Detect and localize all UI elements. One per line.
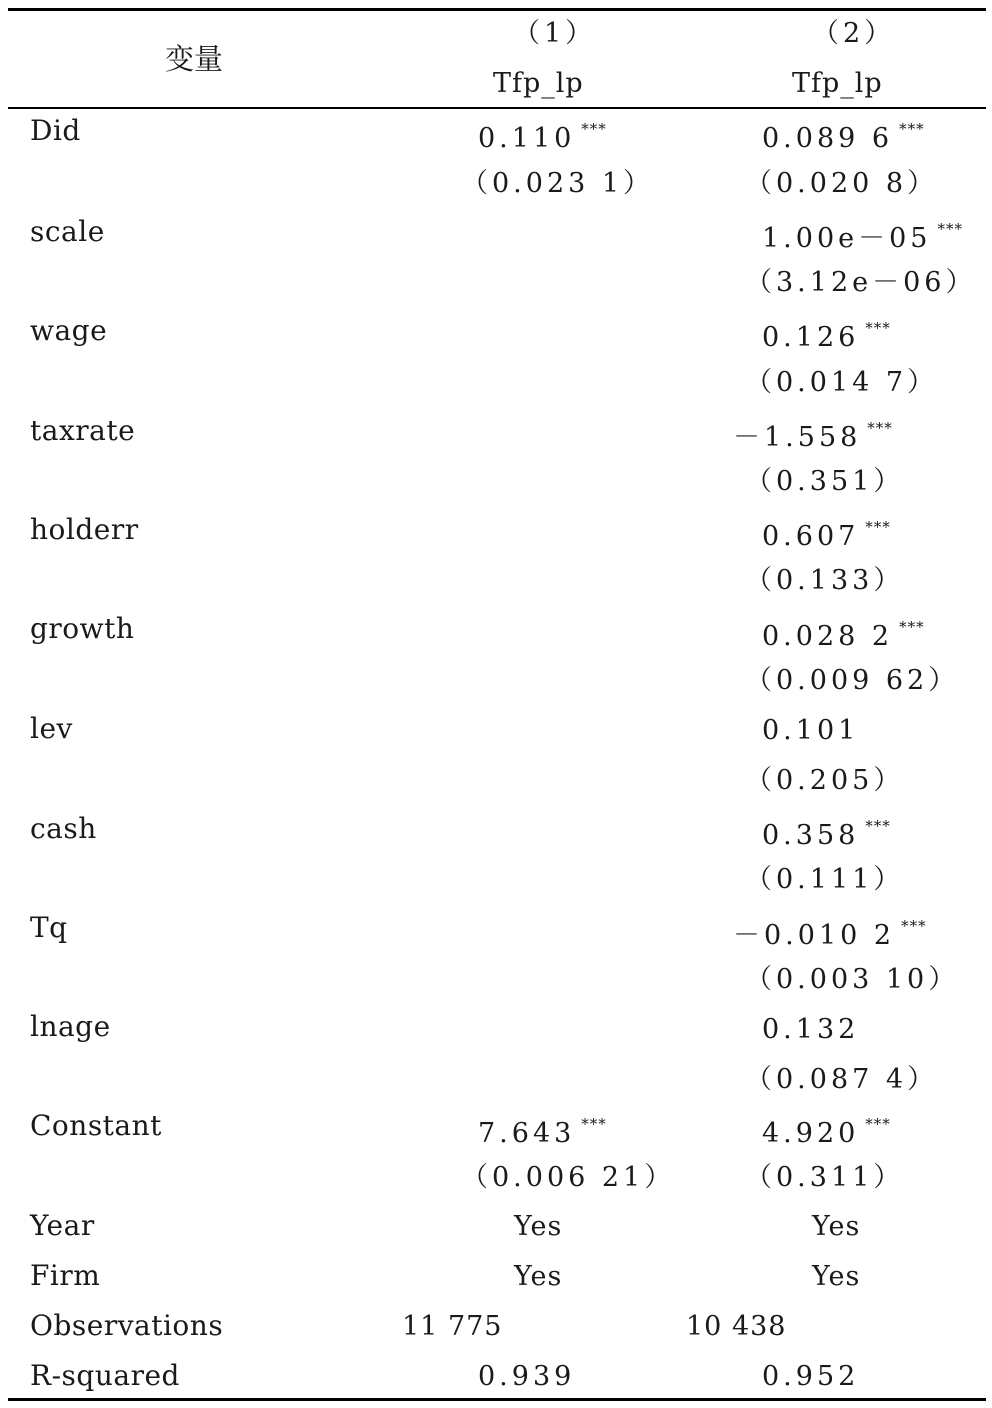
scale-col2-coef: 1.00e－05 *** [762, 220, 963, 254]
significance-stars: *** [867, 419, 893, 437]
cash-col2-coef: 0.358 *** [762, 817, 891, 851]
row-label-wage: wage [30, 314, 108, 347]
column-2-number: （2） [812, 18, 896, 49]
r-squared-col1-value: 0.939 [478, 1361, 576, 1392]
row-label-tq: Tq [30, 911, 68, 944]
tq-col2-coef: －0.010 2 *** [733, 917, 927, 951]
significance-stars: *** [865, 817, 891, 835]
lnage-col2-se: （0.087 4） [745, 1064, 939, 1095]
significance-stars: *** [901, 917, 927, 935]
significance-stars: *** [899, 120, 925, 138]
growth-col2-coef: 0.028 2 *** [762, 618, 925, 652]
column-1-dependent-variable: Tfp_lp [493, 68, 584, 99]
tq-col2-se: （0.003 10） [745, 964, 960, 995]
scale-col2-se: （3.12e－06） [745, 267, 977, 298]
row-label-growth: growth [30, 612, 135, 645]
variable-column-header: 变量 [165, 42, 224, 76]
row-label-year: Year [30, 1209, 95, 1242]
wage-col2-coef: 0.126 *** [762, 319, 891, 353]
significance-stars: *** [581, 1115, 607, 1133]
observations-col1-value: 11 775 [402, 1311, 503, 1342]
taxrate-col2-coef: －1.558 *** [733, 419, 893, 453]
row-label-constant: Constant [30, 1109, 162, 1142]
row-label-scale: scale [30, 215, 105, 248]
row-label-cash: cash [30, 812, 97, 845]
growth-col2-se: （0.009 62） [745, 665, 960, 696]
row-label-observations: Observations [30, 1309, 224, 1342]
taxrate-col2-se: （0.351） [745, 466, 905, 497]
did-col1-coef: 0.110 *** [478, 120, 607, 154]
wage-col2-se: （0.014 7） [745, 367, 939, 398]
significance-stars: *** [865, 518, 891, 536]
year-col1-value: Yes [514, 1211, 563, 1242]
constant-col1-coef: 7.643 *** [478, 1115, 607, 1149]
table-bottom-rule [8, 1398, 986, 1401]
row-label-taxrate: taxrate [30, 414, 136, 447]
constant-col1-se: （0.006 21） [461, 1162, 676, 1193]
row-label-lev: lev [30, 712, 73, 745]
lev-col2-se: （0.205） [745, 765, 905, 796]
significance-stars: *** [865, 319, 891, 337]
significance-stars: *** [865, 1115, 891, 1133]
table-header-rule [8, 107, 986, 109]
firm-col1-value: Yes [514, 1261, 563, 1292]
did-col1-se: （0.023 1） [461, 168, 655, 199]
significance-stars: *** [937, 220, 963, 238]
observations-col2-value: 10 438 [686, 1311, 787, 1342]
holderr-col2-coef: 0.607 *** [762, 518, 891, 552]
r-squared-col2-value: 0.952 [762, 1361, 860, 1392]
firm-col2-value: Yes [812, 1261, 861, 1292]
column-1-number: （1） [513, 18, 597, 49]
lnage-col2-coef: 0.132 [762, 1014, 860, 1045]
constant-col2-coef: 4.920 *** [762, 1115, 891, 1149]
significance-stars: *** [581, 120, 607, 138]
holderr-col2-se: （0.133） [745, 565, 905, 596]
row-label-lnage: lnage [30, 1010, 111, 1043]
did-col2-coef: 0.089 6 *** [762, 120, 925, 154]
year-col2-value: Yes [812, 1211, 861, 1242]
table-top-rule [8, 8, 986, 11]
did-col2-se: （0.020 8） [745, 168, 939, 199]
constant-col2-se: （0.311） [745, 1162, 905, 1193]
row-label-firm: Firm [30, 1259, 101, 1292]
row-label-holderr: holderr [30, 513, 139, 546]
row-label-r-squared: R-squared [30, 1359, 180, 1392]
cash-col2-se: （0.111） [745, 864, 905, 895]
row-label-did: Did [30, 114, 81, 147]
lev-col2-coef: 0.101 [762, 715, 860, 746]
column-2-dependent-variable: Tfp_lp [792, 68, 883, 99]
significance-stars: *** [899, 618, 925, 636]
